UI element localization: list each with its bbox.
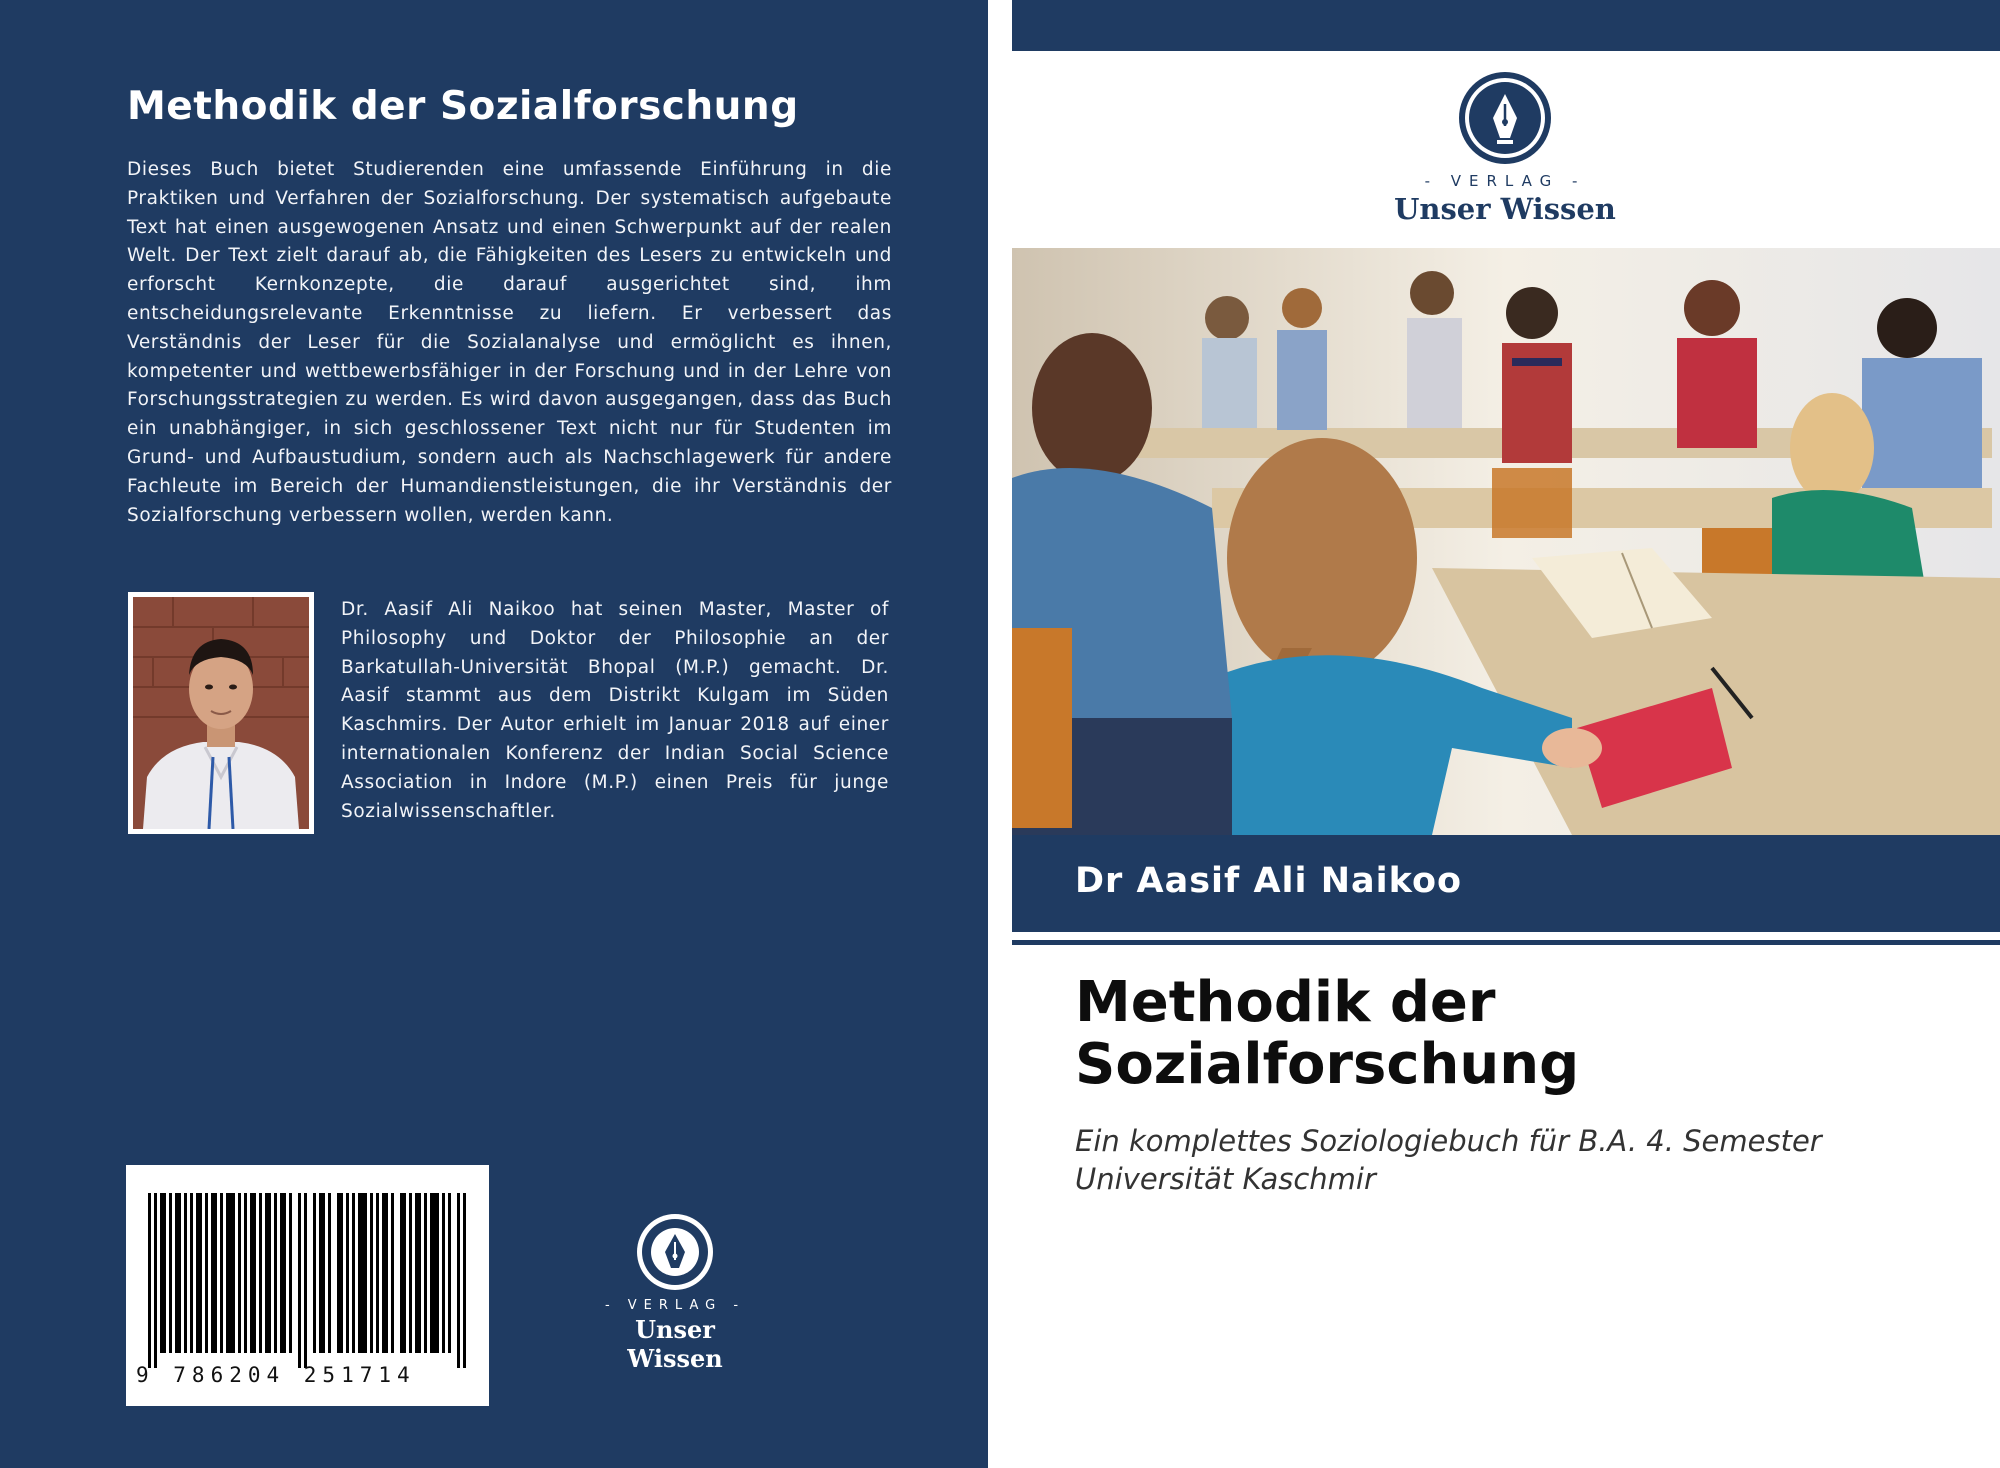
author-portrait-icon	[133, 597, 309, 829]
back-cover-title: Methodik der Sozialforschung	[127, 84, 799, 129]
divider-rule	[1012, 940, 2000, 945]
front-logo-verlag: - VERLAG -	[1424, 172, 1586, 190]
front-author-name: Dr Aasif Ali Naikoo	[1075, 861, 1463, 901]
front-publisher-logo	[1370, 70, 1640, 230]
front-top-bar	[1012, 0, 2000, 51]
spine	[988, 0, 1012, 1468]
back-publisher-logo	[585, 1212, 765, 1373]
front-cover-title: Methodik der Sozialforschung	[1075, 970, 1580, 1097]
back-logo-verlag: - VERLAG -	[604, 1298, 746, 1313]
isbn-barcode	[126, 1165, 489, 1406]
fountain-pen-nib-icon	[635, 1212, 715, 1292]
front-cover-subtitle: Ein komplettes Soziologiebuch für B.A. 4. Semester Universität Kaschmir	[1075, 1124, 1822, 1196]
classroom-photo	[1012, 248, 2000, 835]
front-cover	[1012, 0, 2000, 1468]
fountain-pen-nib-icon	[1457, 70, 1553, 166]
back-logo-brand: Unser Wissen	[627, 1315, 723, 1373]
book-blurb: Dieses Buch bietet Studierenden eine umfassende Einführung in die Praktiken und Verfahren der Sozialforschung. Der systematisch aufgebaute Text hat einen ausgewogenen Ansatz und einen Schwerpunkt auf der realen Welt. Der Text zielt darauf ab, die Fähigkeiten des Lesers zu entwickeln und erforscht Kernkonzepte, die darauf ausgerichtet sind, ihm entscheidungsrelevante Erkenntnisse zu liefern. Er verbessert das Verständnis der Leser für die Sozialanalyse und ermöglicht es ihnen, kompetenter und wettbewerbsfähiger in der Forschung und in der Lehre von Forschungsstrategien zu werden. Es wird davon ausgegangen, dass das Buch ein unabhängiger, in sich geschlossener Text nicht nur für Studenten im Grund- und Aufbaustudium, sondern auch als Nachschlagewerk für andere Fachleute im Bereich der Humandienstleistungen, die ihr Verständnis der Sozialforschung verbessern wollen, werden kann.	[127, 159, 892, 526]
isbn-number: 9 786204 251714	[136, 1363, 416, 1387]
barcode-icon	[148, 1193, 468, 1368]
author-bio: Dr. Aasif Ali Naikoo hat seinen Master, Master of Philosophy und Doktor der Philosophie an der Barkatullah-Universität Bhopal (M.P.) gemacht. Dr. Aasif stammt aus dem Distrikt Kulgam im Süden Kaschmirs. Der Autor erhielt im Januar 2018 auf einer internationalen Konferenz der Indian Social Science Association in Indore (M.P.) einen Preis für junge Sozialwissenschaftler.	[341, 599, 889, 822]
classroom-students-photo-icon	[1012, 248, 2000, 835]
author-photo	[128, 592, 314, 834]
author-band	[1012, 835, 2000, 932]
front-logo-brand: Unser Wissen	[1394, 192, 1616, 226]
back-cover	[0, 0, 988, 1468]
